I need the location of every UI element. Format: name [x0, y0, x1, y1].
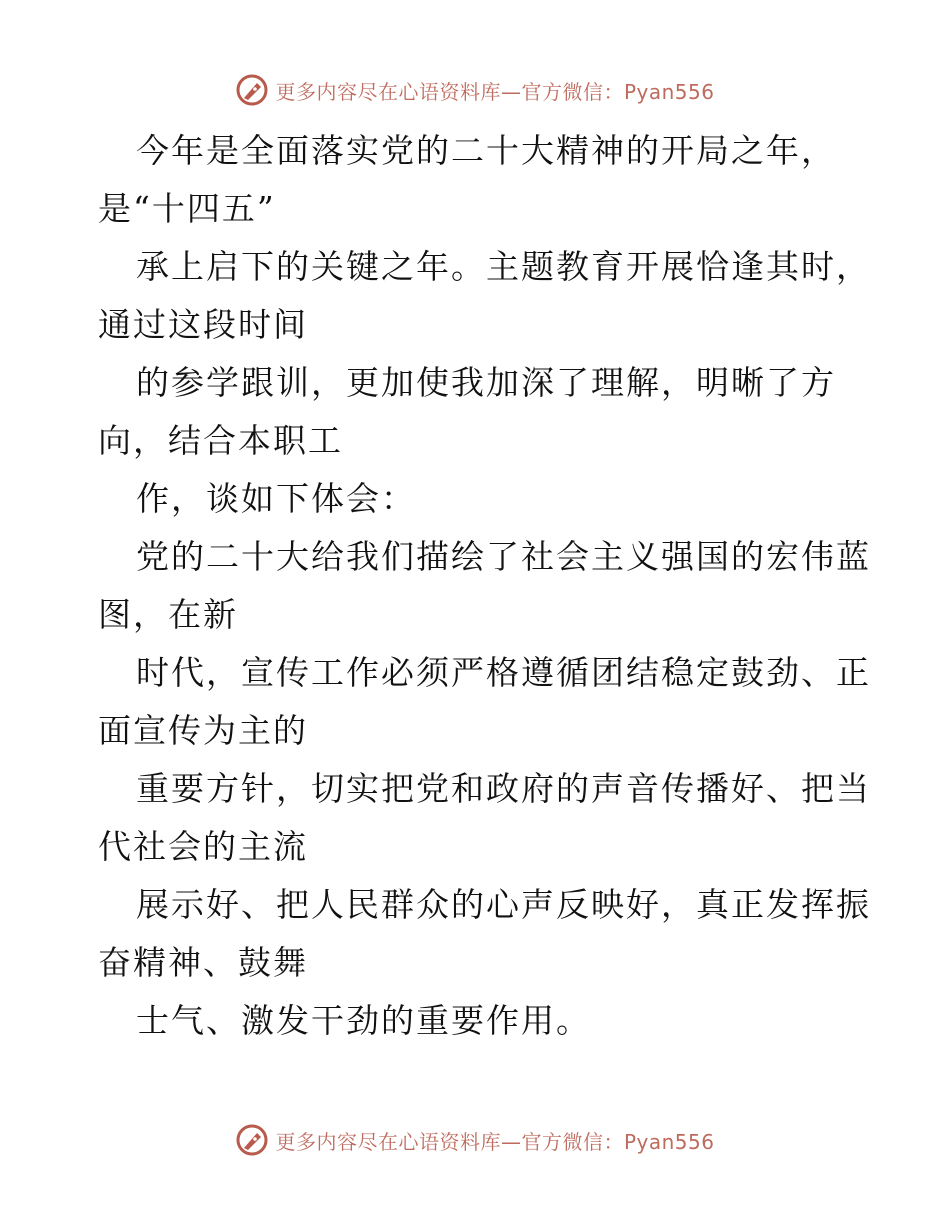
- header-watermark-banner: [0, 70, 950, 110]
- body-line: 时代，宣传工作必须严格遵循团结稳定鼓劲、正: [136, 653, 871, 692]
- footer-watermark-banner: [0, 1120, 950, 1160]
- body-line: 向，结合本职工: [98, 421, 343, 460]
- header-watermark-text: 更多内容尽在心语资料库—官方微信：Pyan556: [275, 79, 715, 104]
- footer-watermark-text: 更多内容尽在心语资料库—官方微信：Pyan556: [275, 1129, 715, 1154]
- body-line: 面宣传为主的: [98, 711, 308, 750]
- body-line: 作，谈如下体会：: [136, 479, 416, 518]
- body-line: 通过这段时间: [98, 305, 308, 344]
- body-line: 的参学跟训，更加使我加深了理解，明晰了方: [136, 363, 836, 402]
- body-line: 今年是全面落实党的二十大精神的开局之年，: [136, 131, 836, 170]
- body-line: 奋精神、鼓舞: [98, 943, 308, 982]
- document-body: [98, 122, 888, 1050]
- body-line: 重要方针，切实把党和政府的声音传播好、把当: [136, 769, 871, 808]
- body-line: 党的二十大给我们描绘了社会主义强国的宏伟蓝: [136, 537, 871, 576]
- pen-nib-icon: [235, 73, 269, 107]
- body-line: 士气、激发干劲的重要作用。: [136, 1001, 591, 1040]
- body-line: 图，在新: [98, 595, 238, 634]
- body-line: 是“十四五”: [98, 189, 276, 228]
- body-line: 承上启下的关键之年。主题教育开展恰逢其时，: [136, 247, 871, 286]
- body-line: 展示好、把人民群众的心声反映好，真正发挥振: [136, 885, 871, 924]
- pen-nib-icon: [235, 1123, 269, 1157]
- body-line: 代社会的主流: [98, 827, 308, 866]
